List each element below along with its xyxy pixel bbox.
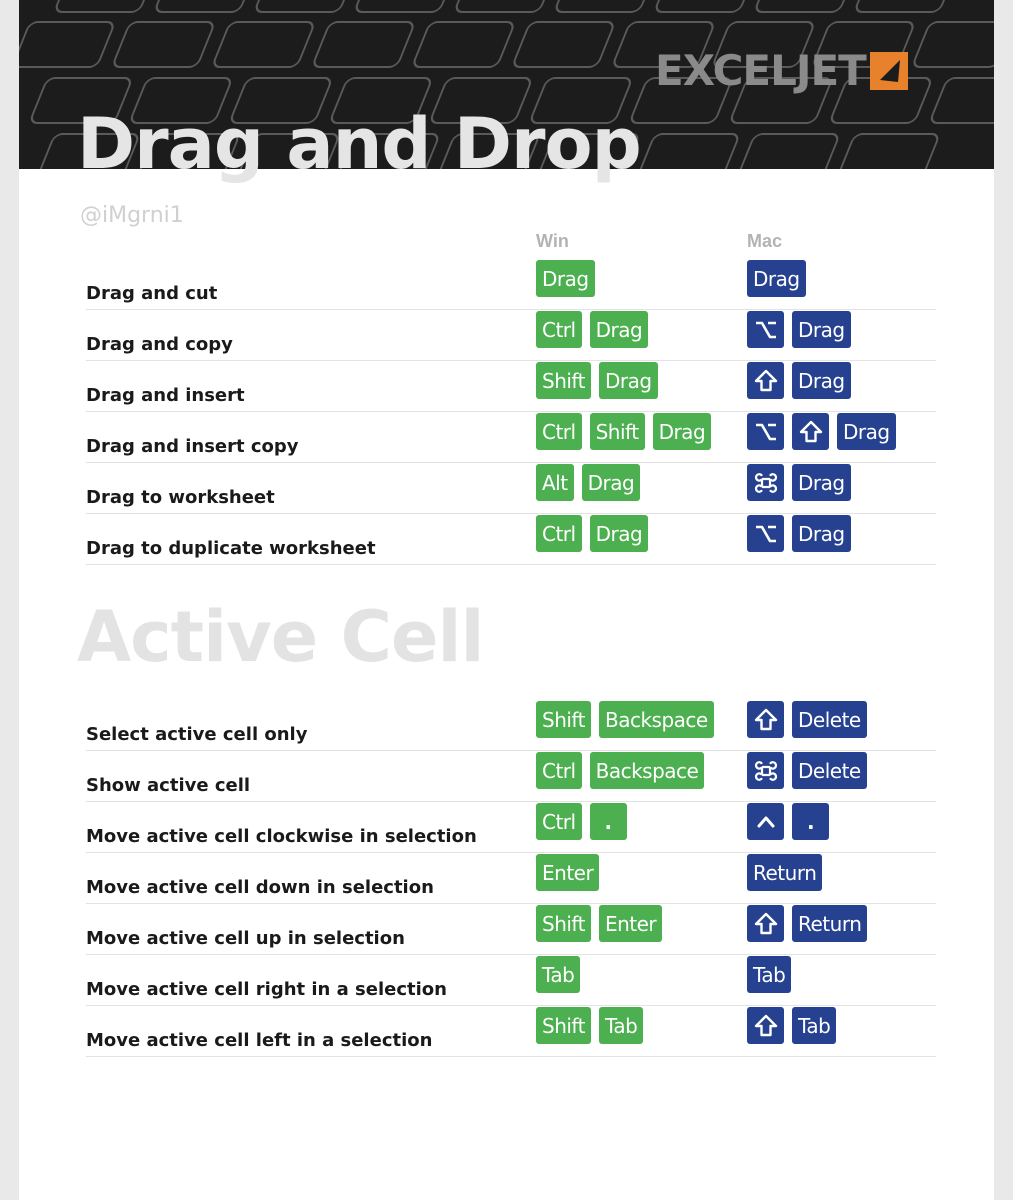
- mac-key-combo: [747, 464, 851, 501]
- mac-key-combo: [747, 413, 896, 450]
- shortcut-label: Select active cell only: [86, 724, 308, 745]
- shortcut-row: [86, 904, 936, 955]
- shift-icon: [747, 701, 784, 738]
- win-key-combo: [536, 311, 648, 348]
- win-key-combo: [536, 515, 648, 552]
- key-drag: Drag: [536, 260, 595, 297]
- mac-key-combo: [747, 752, 867, 789]
- win-key-combo: [536, 362, 658, 399]
- key-ctrl: Ctrl: [536, 515, 582, 552]
- key-drag: Drag: [837, 413, 896, 450]
- key-delete: Delete: [792, 701, 867, 738]
- key-ctrl: Ctrl: [536, 752, 582, 789]
- command-icon: [747, 752, 784, 789]
- key-shift: Shift: [536, 701, 591, 738]
- shortcut-row: [86, 751, 936, 802]
- key-ctrl: Ctrl: [536, 413, 582, 450]
- shortcut-row: [86, 853, 936, 904]
- option-icon: [747, 515, 784, 552]
- win-key-combo: [536, 260, 595, 297]
- key-drag: Drag: [792, 311, 851, 348]
- key-delete: Delete: [792, 752, 867, 789]
- key-return: Return: [747, 854, 822, 891]
- section-title-active-cell: Active Cell: [77, 596, 484, 678]
- page-title: Drag and Drop: [77, 103, 641, 185]
- key-enter: Enter: [599, 905, 662, 942]
- mac-key-combo: [747, 905, 867, 942]
- shortcut-label: Drag to worksheet: [86, 487, 275, 508]
- shortcut-label: Show active cell: [86, 775, 251, 796]
- shortcut-row: [86, 259, 936, 310]
- win-key-combo: [536, 464, 640, 501]
- mac-key-combo: [747, 854, 822, 891]
- mac-key-combo: [747, 803, 829, 840]
- key-ctrl: Ctrl: [536, 803, 582, 840]
- key-drag: Drag: [792, 515, 851, 552]
- shortcut-label: Drag and cut: [86, 283, 218, 304]
- key-period: .: [792, 803, 829, 840]
- option-icon: [747, 311, 784, 348]
- shortcut-row: [86, 700, 936, 751]
- shift-icon: [747, 905, 784, 942]
- win-key-combo: [536, 803, 627, 840]
- key-shift: Shift: [536, 1007, 591, 1044]
- win-key-combo: [536, 956, 580, 993]
- shift-icon: [792, 413, 829, 450]
- watermark-handle: @iMgrni1: [80, 203, 184, 228]
- key-drag: Drag: [590, 515, 649, 552]
- shortcut-row: [86, 361, 936, 412]
- shortcut-row: [86, 1006, 936, 1057]
- shortcut-row: [86, 463, 936, 514]
- key-tab: Tab: [599, 1007, 643, 1044]
- key-tab: Tab: [747, 956, 791, 993]
- key-ctrl: Ctrl: [536, 311, 582, 348]
- key-tab: Tab: [792, 1007, 836, 1044]
- shortcut-label: Move active cell down in selection: [86, 877, 434, 898]
- command-icon: [747, 464, 784, 501]
- key-shift: Shift: [536, 905, 591, 942]
- key-shift: Shift: [590, 413, 645, 450]
- key-drag: Drag: [599, 362, 658, 399]
- shortcut-row: [86, 802, 936, 853]
- shortcut-label: Move active cell right in a selection: [86, 979, 447, 1000]
- cheat-sheet-page: [19, 0, 994, 1200]
- column-header-mac: Mac: [747, 231, 783, 251]
- mac-key-combo: [747, 956, 791, 993]
- mac-key-combo: [747, 1007, 836, 1044]
- win-key-combo: [536, 413, 711, 450]
- mac-key-combo: [747, 260, 806, 297]
- key-return: Return: [792, 905, 867, 942]
- shortcut-row: [86, 514, 936, 565]
- brand-mark-icon: [870, 52, 908, 90]
- key-drag: Drag: [792, 464, 851, 501]
- win-key-combo: [536, 701, 714, 738]
- key-enter: Enter: [536, 854, 599, 891]
- column-header-win: Win: [536, 231, 569, 251]
- shortcut-label: Move active cell up in selection: [86, 928, 405, 949]
- key-drag: Drag: [590, 311, 649, 348]
- mac-key-combo: [747, 701, 867, 738]
- shortcut-row: [86, 412, 936, 463]
- shift-icon: [747, 362, 784, 399]
- shortcut-label: Drag and copy: [86, 334, 233, 355]
- key-alt: Alt: [536, 464, 574, 501]
- key-tab: Tab: [536, 956, 580, 993]
- shortcut-label: Drag and insert: [86, 385, 245, 406]
- key-drag: Drag: [792, 362, 851, 399]
- win-key-combo: [536, 1007, 643, 1044]
- shift-icon: [747, 1007, 784, 1044]
- key-drag: Drag: [653, 413, 712, 450]
- option-icon: [747, 413, 784, 450]
- key-period: .: [590, 803, 627, 840]
- brand-name: EXCELJET: [655, 46, 866, 95]
- shortcut-label: Drag and insert copy: [86, 436, 299, 457]
- shortcut-label: Move active cell left in a selection: [86, 1030, 433, 1051]
- key-backspace: Backspace: [599, 701, 714, 738]
- shortcut-label: Drag to duplicate worksheet: [86, 538, 376, 559]
- exceljet-logo: [655, 48, 908, 94]
- shortcut-label: Move active cell clockwise in selection: [86, 826, 477, 847]
- key-shift: Shift: [536, 362, 591, 399]
- shortcut-row: [86, 955, 936, 1006]
- win-key-combo: [536, 905, 662, 942]
- win-key-combo: [536, 752, 704, 789]
- win-key-combo: [536, 854, 599, 891]
- control-icon: [747, 803, 784, 840]
- key-drag: Drag: [582, 464, 641, 501]
- shortcut-row: [86, 310, 936, 361]
- mac-key-combo: [747, 515, 851, 552]
- mac-key-combo: [747, 311, 851, 348]
- key-backspace: Backspace: [590, 752, 705, 789]
- key-drag: Drag: [747, 260, 806, 297]
- mac-key-combo: [747, 362, 851, 399]
